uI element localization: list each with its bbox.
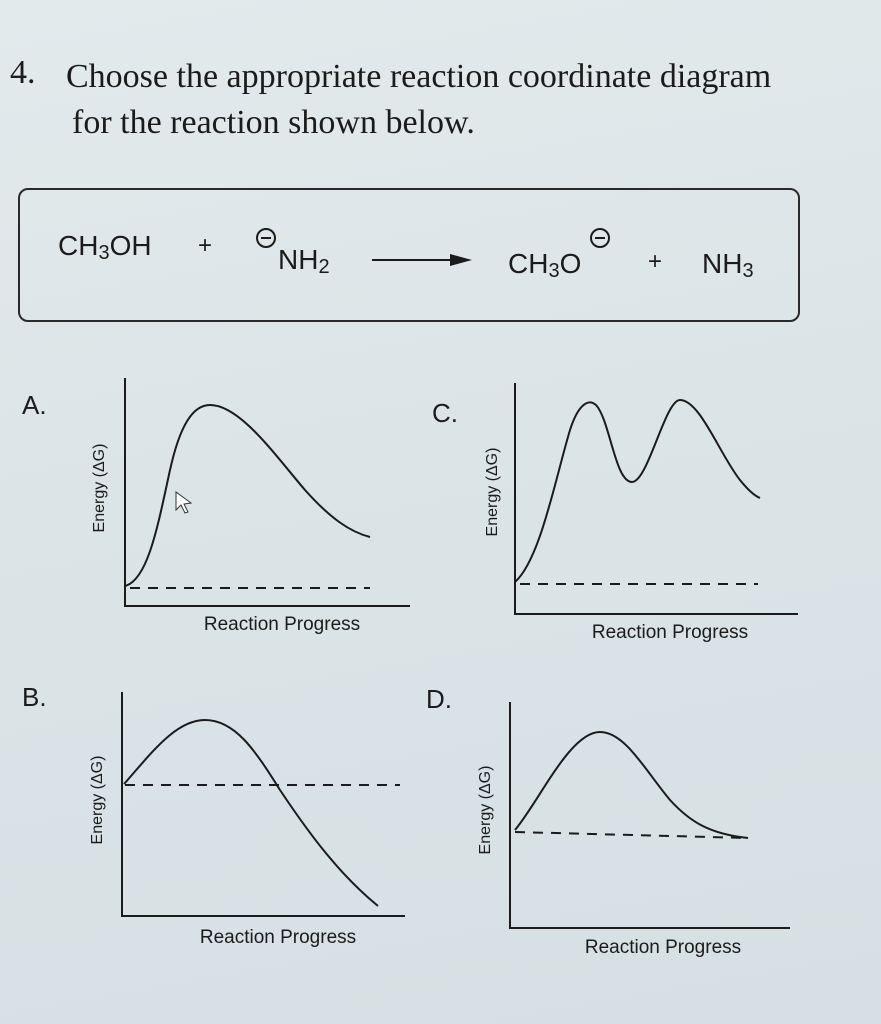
diagram-a-axes: [125, 378, 410, 606]
reactant-amide: $NH_2$: [278, 244, 330, 278]
reactant-methanol: $CH_3OH$: [58, 230, 152, 264]
product-ammonia: $NH_3$: [702, 248, 754, 282]
question-line-1: Choose the appropriate reaction coordinate diagram: [66, 58, 772, 95]
option-a-label: A.: [22, 390, 47, 420]
diagram-b-ylabel: Energy (ΔG): [89, 755, 106, 845]
mouse-cursor-icon: [176, 492, 191, 513]
diagram-b-energy-curve: [124, 720, 378, 906]
diagram-a-xlabel: Reaction Progress: [203, 614, 361, 635]
diagram-c-ylabel: Energy (ΔG): [484, 447, 501, 537]
option-b-label: B.: [22, 682, 47, 712]
plus-sign-1: +: [198, 232, 213, 259]
diagram-a-ylabel: Energy (ΔG): [91, 443, 108, 533]
diagram-d: [477, 702, 790, 958]
diagram-c-xlabel: Reaction Progress: [591, 622, 749, 643]
diagram-d-energy-curve: [515, 732, 748, 838]
option-c-label: C.: [432, 398, 458, 428]
question-line-2: for the reaction shown below.: [72, 104, 475, 141]
question-number: 4.: [10, 54, 36, 91]
diagram-b: [89, 692, 405, 948]
diagram-d-xlabel: Reaction Progress: [584, 937, 742, 958]
diagram-c-energy-curve: [515, 400, 760, 582]
option-d-label: D.: [426, 684, 452, 714]
diagram-d-ylabel: Energy (ΔG): [477, 765, 494, 855]
diagram-d-reactant-level: [515, 832, 748, 838]
diagram-c: [484, 383, 798, 643]
diagram-c-axes: [515, 383, 798, 614]
plus-sign-2: +: [648, 248, 663, 275]
product-methoxide: $CH_3O$: [508, 248, 582, 282]
diagram-a: [91, 378, 410, 635]
diagram-b-axes: [122, 692, 405, 916]
diagram-a-energy-curve: [125, 405, 370, 586]
diagram-d-axes: [510, 702, 790, 928]
diagram-b-xlabel: Reaction Progress: [199, 927, 357, 948]
